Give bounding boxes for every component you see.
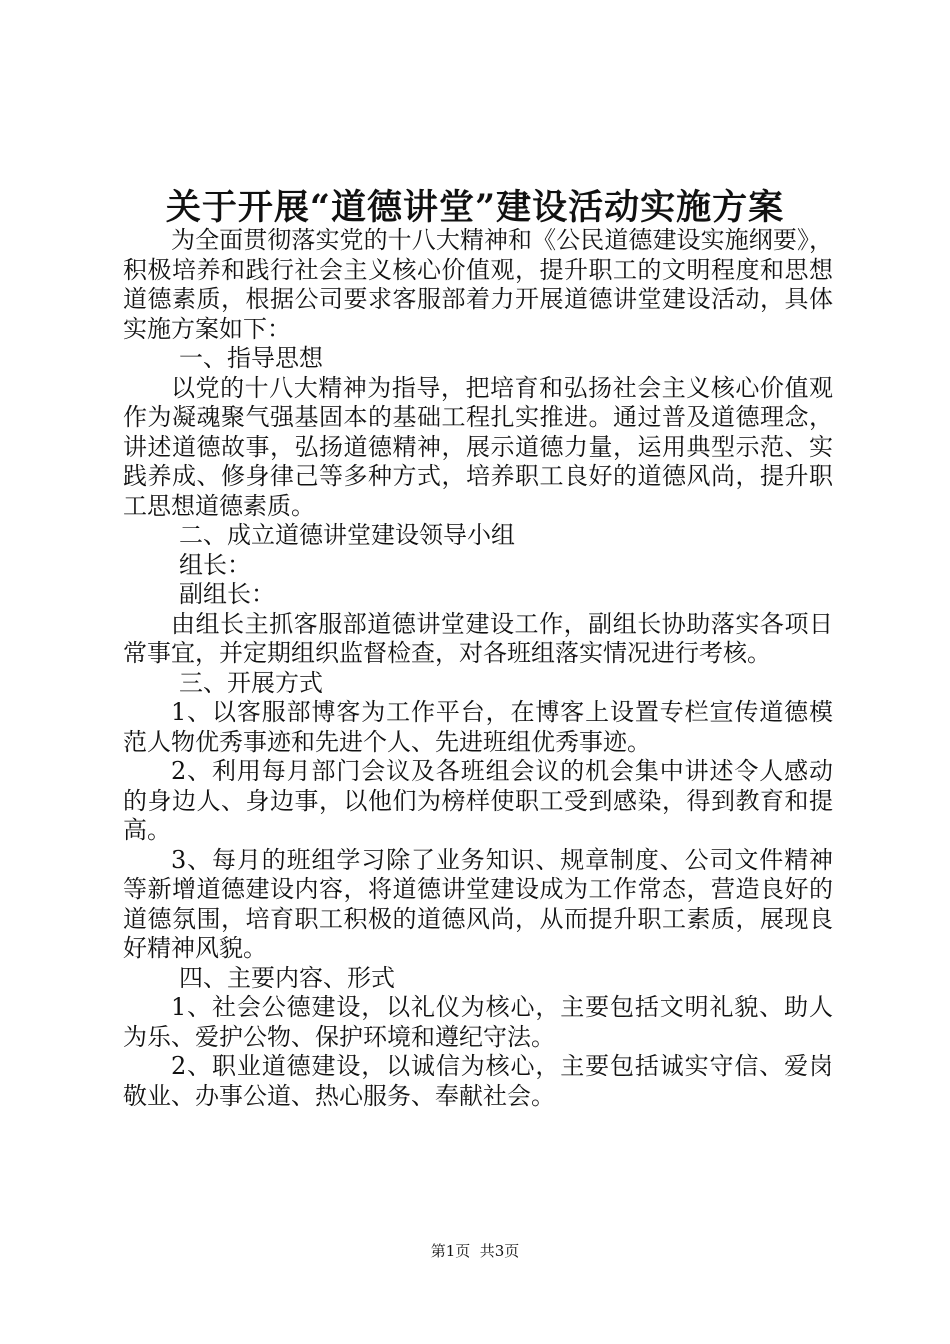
list-item-method-3: 3、每月的班组学习除了业务知识、规章制度、公司文件精神等新增道德建设内容，将道德讲堂建设成为工作常态，营造良好的道德氛围，培育职工积极的道德风尚，从而提升职工素质，展现良好精神风貌。 (123, 845, 833, 962)
page-footer: 第1页 共3页 (430, 1242, 520, 1260)
section-heading-content-forms: 四、主要内容、形式 (179, 963, 395, 992)
list-item-content-2: 2、职业道德建设，以诚信为核心，主要包括诚实守信、爱岗敬业、办事公道、热心服务、奉献社会。 (123, 1052, 833, 1110)
section-heading-leadership-group: 二、成立道德讲堂建设领导小组 (179, 521, 515, 549)
section-heading-methods: 三、开展方式 (179, 668, 323, 697)
section-heading-guiding-ideology: 一、指导思想 (179, 344, 323, 372)
paragraph-guiding-ideology: 以党的十八大精神为指导，把培育和弘扬社会主义核心价值观作为凝魂聚气强基固本的基础工程扎实推进。通过普及道德理念，讲述道德故事，弘扬道德精神，展示道德力量，运用典型示范、实践养成、修身律己等多种方式，培养职工良好的道德风尚，提升职工思想道德素质。 (123, 373, 833, 520)
list-item-content-1: 1、社会公德建设，以礼仪为核心，主要包括文明礼貌、助人为乐、爱护公物、保护环境和遵纪守法。 (123, 993, 833, 1051)
leader-line: 组长： (179, 550, 251, 579)
deputy-leader-line: 副组长： (179, 580, 275, 608)
list-item-method-2: 2、利用每月部门会议及各班组会议的机会集中讲述令人感动的身边人、身边事，以他们为榜样使职工受到感染，得到教育和提高。 (123, 757, 833, 844)
list-item-method-1: 1、以客服部博客为工作平台，在博客上设置专栏宣传道德模范人物优秀事迹和先进个人、先进班组优秀事迹。 (123, 698, 833, 756)
paragraph-leadership-duties: 由组长主抓客服部道德讲堂建设工作，副组长协助落实各项日常事宜，并定期组织监督检查，对各班组落实情况进行考核。 (123, 609, 833, 667)
paragraph-intro: 为全面贯彻落实党的十八大精神和《公民道德建设实施纲要》，积极培养和践行社会主义核心价值观，提升职工的文明程度和思想道德素质，根据公司要求客服部着力开展道德讲堂建设活动，具体实施方案如下： (123, 226, 833, 343)
document-title: 关于开展“道德讲堂”建设活动实施方案 (165, 187, 785, 228)
document-body (123, 226, 833, 1111)
